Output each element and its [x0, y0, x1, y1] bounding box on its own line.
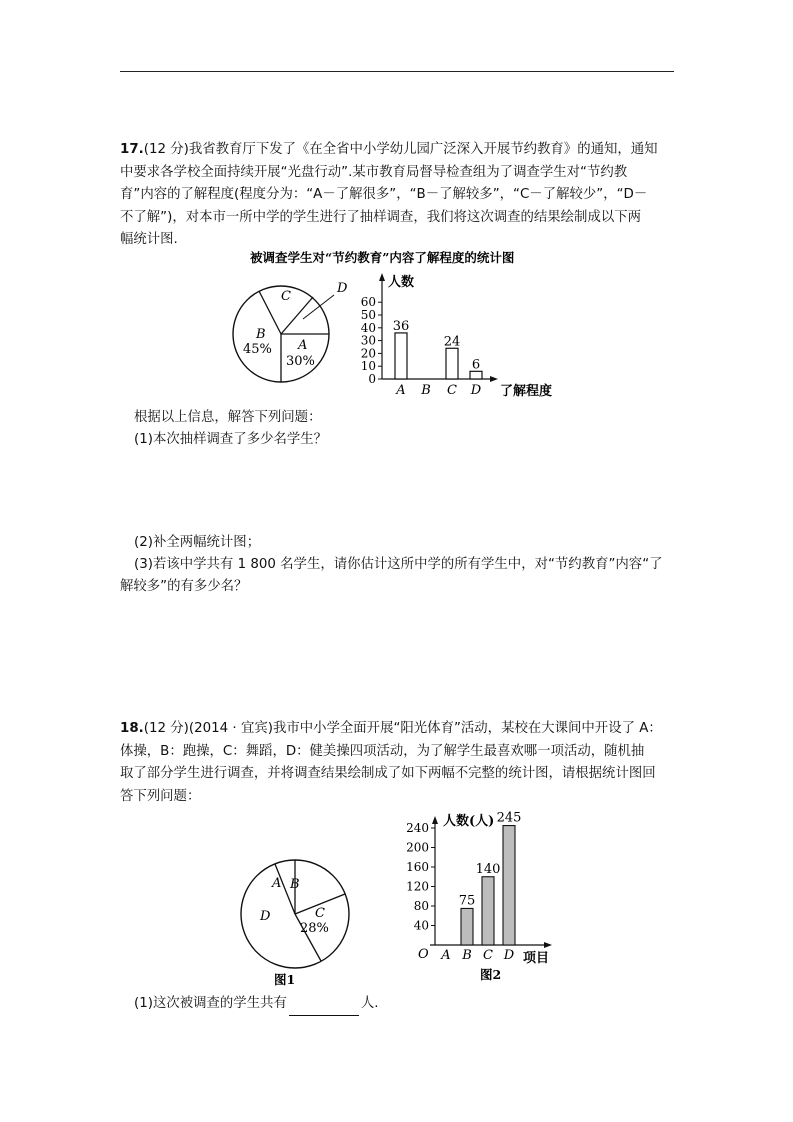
q18-origin-label: O [418, 947, 429, 962]
q18-pie-label-d: D [260, 909, 271, 924]
q18-pie-chart [241, 860, 349, 986]
q17-sub-3-line-2: 解较多”的有多少名？ [120, 579, 248, 594]
q17-chart-title: 被调查学生对“节约教育”内容了解程度的统计图 [250, 250, 515, 265]
q18-y-tick-label: 200 [406, 840, 429, 855]
q18-y-tick-label: 80 [413, 899, 429, 913]
q17-y-tick-label: 60 [360, 295, 376, 310]
q18-pie-label-a: A [272, 876, 282, 891]
q17-x-tick-label: B [421, 383, 431, 398]
q18-y-tick-label: 160 [406, 860, 429, 874]
q18-pie-pct-c: 28% [300, 921, 329, 936]
q18-bar-value-label: 140 [475, 861, 501, 877]
q18-x-tick-label: B [462, 948, 472, 963]
q18-sub-1-suffix: 人. [360, 996, 379, 1011]
q17-number: 17. [120, 142, 144, 157]
q17-y-arrow [379, 273, 385, 281]
q17-x-arrow [490, 376, 498, 382]
q18-bar [482, 877, 494, 945]
q17-text [120, 139, 676, 252]
q17-line-5: 幅统计图. [120, 232, 178, 247]
q18-y-tick-label: 240 [406, 821, 429, 835]
q17-x-label: 了解程度 [500, 384, 553, 399]
q18-bar-value-label: 75 [458, 893, 476, 909]
q17-x-tick-label: D [470, 383, 482, 398]
q18-x-tick-label: C [483, 948, 493, 963]
q17-x-tick-label: A [396, 383, 406, 398]
q18-x-arrow [544, 942, 552, 948]
q18-y-tick-label: 40 [413, 918, 429, 933]
q17-line-2: 中要求各学校全面持续开展“光盘行动”.某市教育局督导检查组为了调查学生对“节约教 [120, 164, 628, 180]
q17-y-tick-label: 0 [368, 372, 376, 386]
q17-sub-1: (1)本次抽样调查了多少名学生？ [134, 432, 328, 447]
q17-pie-label-d: D [337, 281, 348, 296]
q17-pie-chart [233, 281, 348, 382]
q18-sub-1-prefix: (1)这次被调查的学生共有 [134, 996, 287, 1011]
q18-bar [503, 826, 515, 945]
q17-bar [395, 333, 407, 379]
q17-pie-label-b: B [256, 327, 266, 342]
q17-y-label: 人数 [388, 275, 415, 290]
q17-sub-2: (2)补全两幅统计图； [134, 535, 261, 550]
q17-bar-value-label: 6 [471, 357, 481, 373]
q17-figure [225, 245, 585, 405]
q18-bar-chart [406, 811, 552, 982]
q17-pie-label-c: C [281, 289, 291, 304]
q18-pie-label-b: B [290, 877, 300, 892]
q17-y-tick-label: 20 [360, 346, 376, 361]
q18-bar-value-label: 245 [496, 810, 522, 826]
q17-x-tick-label: C [447, 383, 457, 398]
q17-y-tick-label: 40 [360, 320, 376, 335]
q18-y-tick-label: 120 [406, 879, 429, 894]
q18-bar-caption: 图2 [480, 967, 502, 982]
q17-pie-label-a: A [298, 338, 308, 353]
q18-x-tick-label: A [441, 948, 451, 963]
q18-sub-1 [134, 993, 379, 1016]
q17-line-4: 不了解”)，对本市一所中学的学生进行了抽样调查，我们将这次调查的结果绘制成以下两 [120, 209, 642, 225]
q17-line-1: (12 分)我省教育厅下发了《在全省中小学幼儿园广泛深入开展节约教育》的通知，通知 [143, 142, 658, 157]
q17-intro: 根据以上信息，解答下列问题： [134, 410, 322, 425]
q17-bar-value-label: 36 [392, 318, 410, 334]
q18-line-2: 体操，B：跑操，C：舞蹈，D：健美操四项活动，为了解学生最喜欢哪一项活动，随机抽 [120, 743, 645, 759]
q17-y-tick-label: 50 [360, 308, 376, 322]
q18-pie-label-c: C [315, 906, 325, 921]
q17-y-tick-label: 30 [360, 333, 376, 348]
q18-number: 18. [120, 721, 144, 736]
q18-bar [461, 908, 473, 945]
q18-pie-caption: 图1 [274, 972, 296, 986]
q18-figure [238, 808, 558, 986]
q18-answer-blank[interactable] [289, 1001, 359, 1016]
q17-y-tick-label: 10 [360, 359, 376, 374]
q17-pie-pct-b: 45% [243, 342, 272, 357]
q17-sub-3-line-1: (3)若该中学共有 1 800 名学生，请你估计这所中学的所有学生中，对“节约教育”内容“了 [134, 557, 663, 572]
q17-bar [470, 371, 482, 379]
q17-bar-value-label: 24 [443, 334, 461, 350]
q17-line-3: 育”内容的了解程度(程度分为：“A－了解很多”，“B－了解较多”，“C－了解较少”，“D－ [120, 187, 648, 202]
q17-bar [446, 348, 458, 379]
q18-x-label: 项目 [523, 951, 550, 966]
q17-bar-chart [361, 273, 552, 399]
q18-line-4: 答下列问题： [120, 788, 201, 804]
q18-x-tick-label: D [503, 948, 515, 963]
q18-line-1: (12 分)(2014 · 宜宾)我市中小学全面开展“阳光体育”活动，某校在大课间中开设了 A： [143, 721, 662, 736]
header-rule [120, 71, 674, 72]
q18-y-label: 人数(人) [443, 814, 495, 829]
q17-pie-pct-a: 30% [286, 354, 315, 369]
q18-line-3: 取了部分学生进行调查，并将调查结果绘制成了如下两幅不完整的统计图，请根据统计图回 [120, 766, 656, 781]
q18-y-arrow [432, 816, 438, 824]
q18-text [120, 718, 676, 808]
